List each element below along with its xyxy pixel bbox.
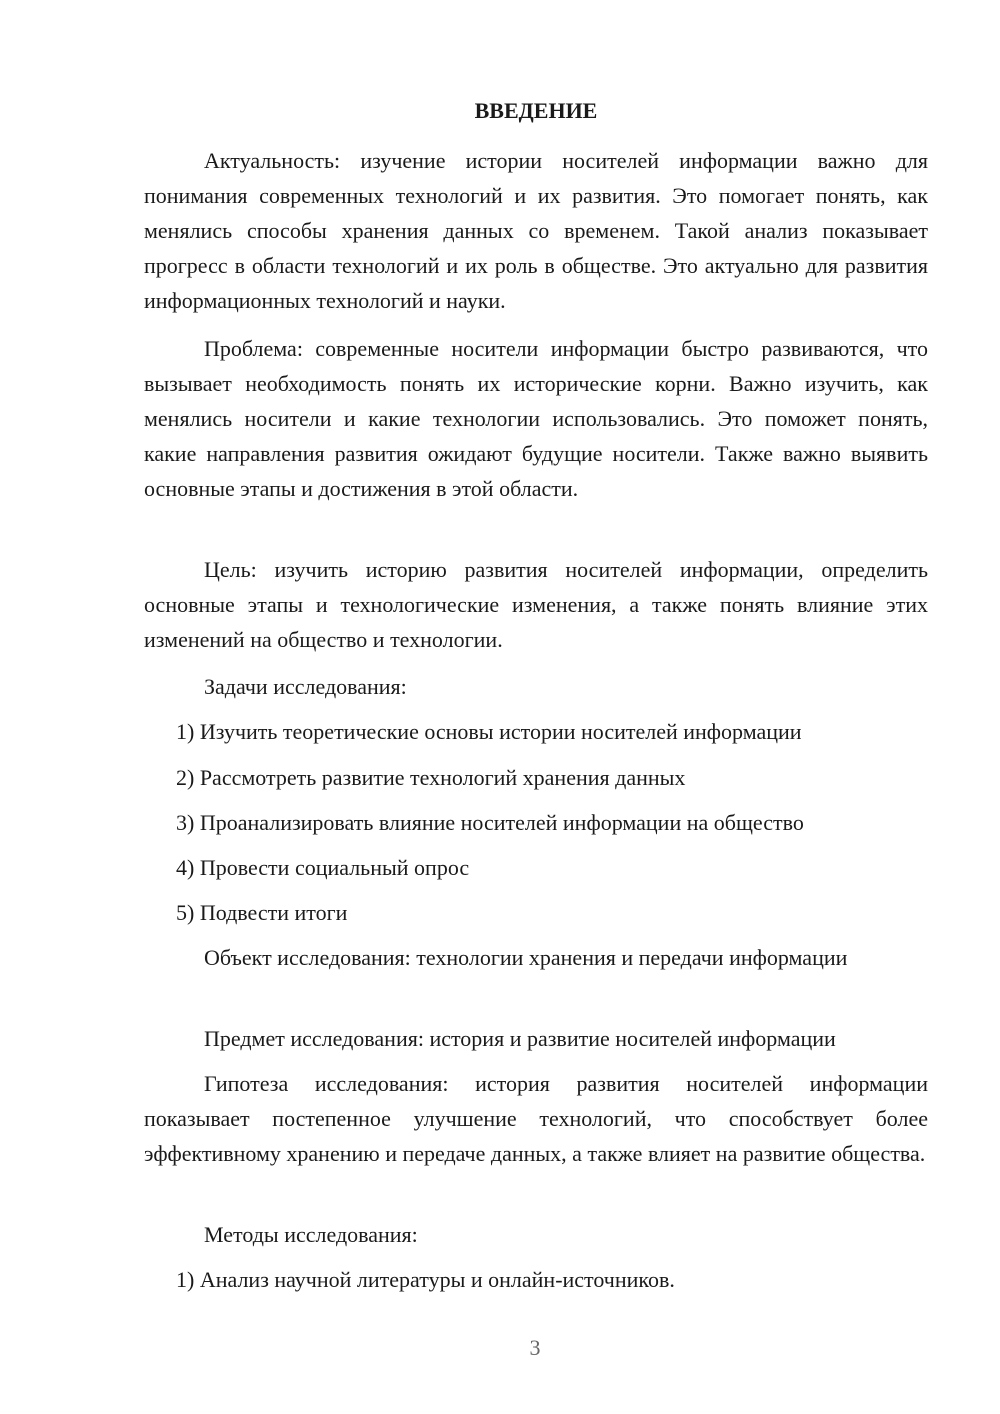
problem-paragraph: Проблема: современные носители информации быстро развиваются, что вызывает необходимость понять их исторические корни. Важно изучить, как менялись носители и какие технологии использовались. Это поможет понять, какие направления развития ожидают будущие носители. Также важно выявить основные этапы и достижения в этой области.: [144, 336, 928, 501]
subject-paragraph: Предмет исследования: история и развитие носителей информации: [204, 1026, 836, 1051]
methods-heading: Методы исследования:: [204, 1222, 418, 1247]
list-item: 2) Рассмотреть развитие технологий хранения данных: [176, 765, 686, 790]
list-item: 3) Проанализировать влияние носителей информации на общество: [176, 810, 804, 835]
list-item: 1) Изучить теоретические основы истории носителей информации: [176, 719, 802, 744]
object-paragraph: Объект исследования: технологии хранения и передачи информации: [204, 945, 848, 970]
list-item: 1) Анализ научной литературы и онлайн-источников.: [176, 1267, 675, 1292]
hypothesis-paragraph: Гипотеза исследования: история развития носителей информации показывает постепенное улучшение технологий, что способствует более эффективному хранению и передаче данных, а также влияет на развитие общества.: [144, 1071, 928, 1166]
tasks-heading: Задачи исследования:: [204, 674, 407, 699]
list-item: 5) Подвести итоги: [176, 900, 348, 925]
goal-paragraph: Цель: изучить историю развития носителей информации, определить основные этапы и технологические изменения, а также понять влияние этих изменений на общество и технологии.: [144, 557, 928, 652]
page-number: 3: [529, 1335, 541, 1360]
page-title: ВВЕДЕНИЕ: [474, 98, 598, 123]
actuality-paragraph: Актуальность: изучение истории носителей информации важно для понимания современных технологий и их развития. Это помогает понять, как менялись способы хранения данных со временем. Такой анализ показывает прогресс в области технологий и их роль в обществе. Это актуально для развития информационных технологий и науки.: [144, 148, 928, 313]
list-item: 4) Провести социальный опрос: [176, 855, 470, 880]
